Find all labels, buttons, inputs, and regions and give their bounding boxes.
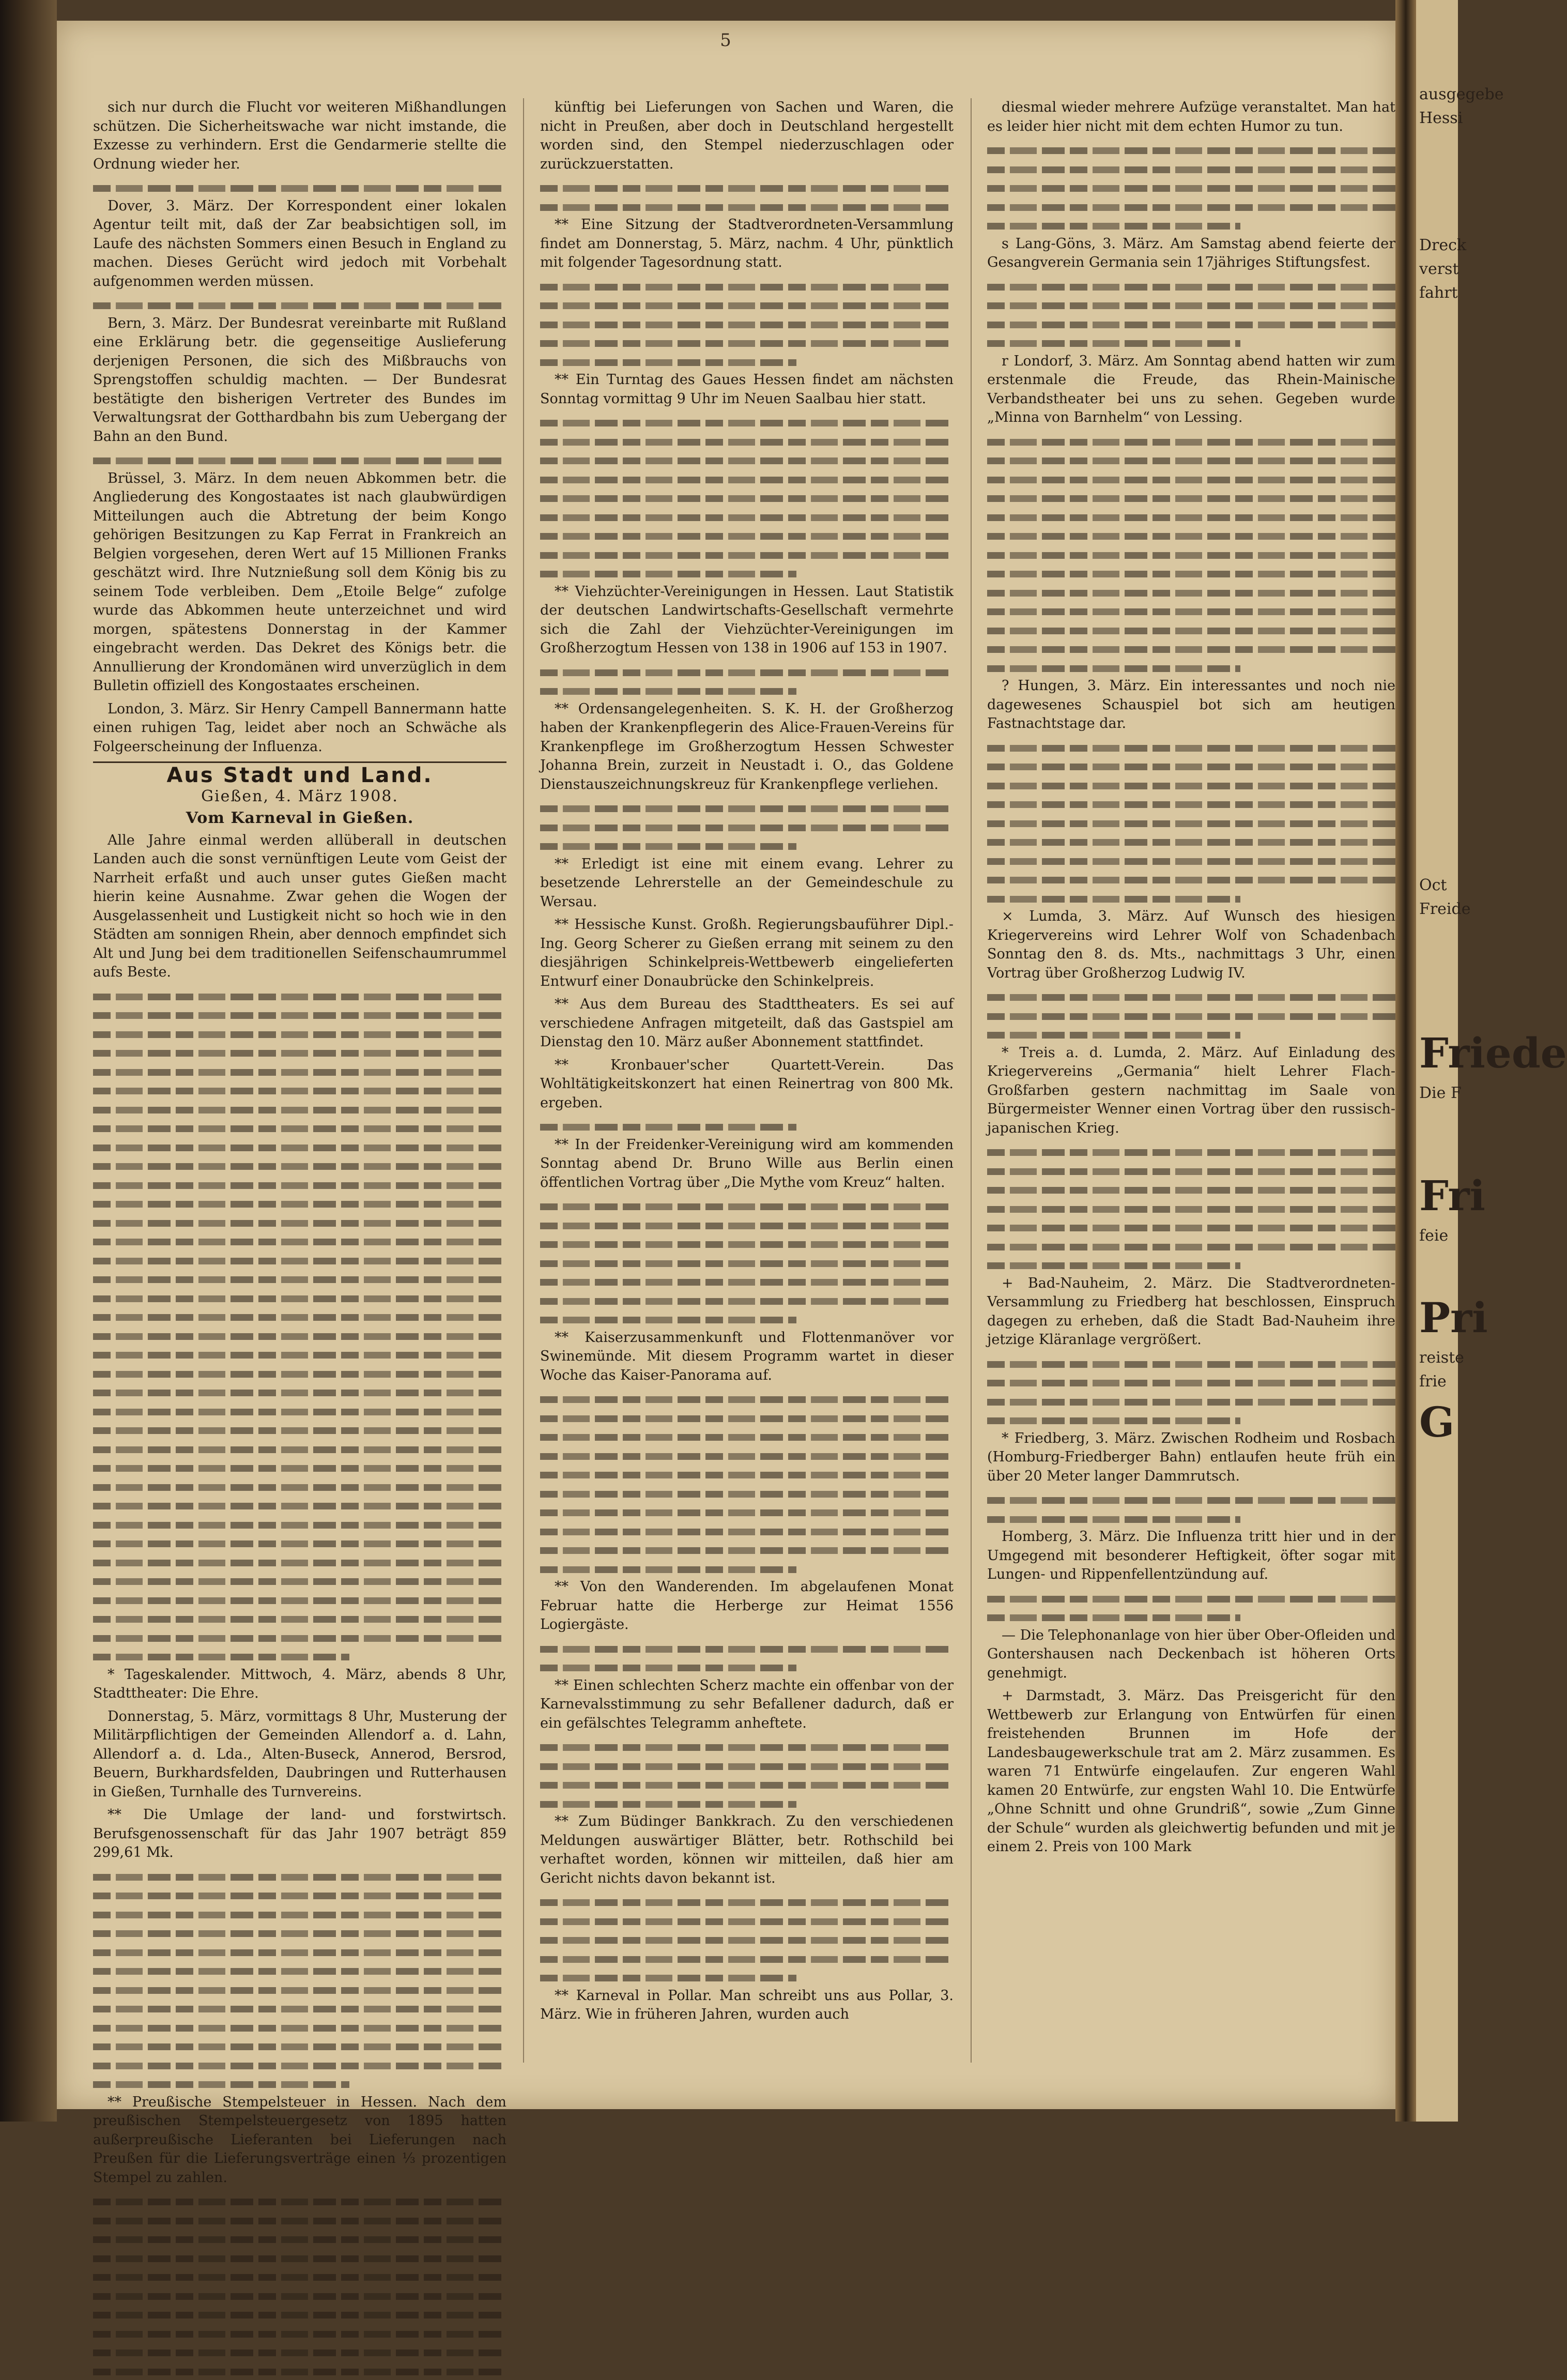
text-line [93, 2229, 506, 2248]
text-line [93, 1998, 506, 2018]
text-line [93, 1005, 506, 1024]
scan-left-edge [0, 0, 57, 2122]
text-line [93, 1269, 506, 1288]
adjacent-page-fragment: Die F [1416, 1081, 1458, 1105]
text-line [540, 1253, 954, 1272]
text-line [987, 851, 1395, 870]
text-line [93, 1043, 506, 1062]
text-line [987, 563, 1395, 583]
text-line [540, 1234, 954, 1253]
text-line [540, 432, 954, 451]
text-line [93, 986, 506, 1005]
article-paragraph: ** Erledigt ist eine mit einem evang. Lehrer zu besetzende Lehrerstelle an der Gemeindeschule zu Wersau. [540, 855, 954, 912]
text-line [987, 889, 1240, 908]
article-paragraph: * Treis a. d. Lumda, 2. März. Auf Einladung des Kriegervereins „Germania“ hielt Lehrer Flach-Großfarben gestern nachmittag im Saale von Bürgermeister Wenner einen Vortrag über den russisch-japanischen Krieg. [987, 1044, 1395, 1138]
adjacent-page-fragment: fahrt [1416, 281, 1458, 305]
article-paragraph: — Die Telephonanlage von hier über Ober-Ofleiden und Gontershausen nach Deckenbach ist höheren Orts genehmigt. [987, 1626, 1395, 1683]
text-line [93, 178, 506, 197]
text-line [93, 2036, 506, 2055]
text-line [93, 1477, 506, 1496]
text-line [540, 450, 954, 469]
text-line [93, 2305, 506, 2324]
text-line [987, 658, 1240, 677]
text-line [93, 1609, 506, 1628]
text-line [987, 775, 1395, 795]
adjacent-page-fragment: Fri [1416, 1167, 1458, 1224]
article-paragraph: Donnerstag, 5. März, vormittags 8 Uhr, Musterung der Militärpflichtigen der Gemeinden Allendorf a. d. Lahn, Allendorf a. d. Lda., Alten-Buseck, Annerod, Bersrod, Beuern, Burkhardsfelden, Daubringen und Rutterhausen in Gießen, Turnhalle des Turnvereins. [93, 1707, 506, 1802]
text-line [540, 1272, 954, 1291]
text-line [540, 1949, 954, 1968]
text-line [93, 1980, 506, 1999]
text-line [987, 545, 1395, 564]
text-line [540, 1775, 954, 1794]
article-paragraph: Brüssel, 3. März. In dem neuen Abkommen betr. die Angliederung des Kongostaates ist nach glaubwürdigen Mitteilungen auch die Abtretung der beim Kongo gehörigen Besitzungen zu Kap Ferrat in Frankreich an Belgien vorgesehen, deren Wert auf 15 Millionen Franks geschätzt wird. Ihre Nutznießung soll dem König bis zu seinem Tode verbleiben. Dem „Etoile Belge“ zufolge wurde das Abkommen heute unterzeichnet und wird morgen, spätestens Donnerstag in der Kammer eingebracht werden. Das Dekret des Königs betr. die Annullierung der Krondomänen wird unverzüglich in dem Bulletin offiziell des Kongostaates erscheinen. [93, 469, 506, 696]
text-line [93, 295, 506, 314]
text-line [540, 681, 796, 700]
article-paragraph: ** Einen schlechten Scherz machte ein offenbar von der Karnevalsstimmung zu sehr Befallener dadurch, daß er ein gefälschtes Telegramm anheftete. [540, 1676, 954, 1733]
text-line [93, 1364, 506, 1383]
text-line [987, 469, 1395, 489]
text-line [93, 1420, 506, 1439]
text-line [93, 1885, 506, 1904]
text-line [987, 756, 1395, 775]
text-line [540, 1756, 954, 1775]
text-line [987, 1161, 1395, 1180]
article-paragraph: diesmal wieder mehrere Aufzüge veranstaltet. Man hat es leider hier nicht mit dem echten Humor zu tun. [987, 98, 1395, 136]
article-paragraph: ** Ordensangelegenheiten. S. K. H. der Großherzog haben der Krankenpflegerin des Alice-Frauen-Vereins für Krankenpflege im Großherzogtum Hessen Schwester Johanna Brein, zurzeit in Neustadt i. O., das Goldene Dienstauszeichnungskreuz für Krankenpflege verliehen. [540, 700, 954, 795]
text-line [540, 333, 954, 352]
adjacent-page-edge [1416, 0, 1458, 2122]
text-line [93, 2248, 506, 2267]
adjacent-page-fragment: Hessi [1416, 106, 1458, 130]
text-line [93, 1533, 506, 1552]
text-line [93, 2074, 349, 2093]
article-paragraph: Alle Jahre einmal werden allüberall in deutschen Landen auch die sonst vernünftigen Leute vom Geist der Narrheit erfaßt und auch unser gutes Gießen macht hierin keine Ausnahme. Zwar gehen die Wogen der Ausgelassenheit und Lustigkeit nicht so hoch wie in den Städten am sonnigen Rhein, aber dennoch empfindet sich Alt und Jung bei dem traditionellen Seifenschaumrummel aufs Beste. [93, 831, 506, 982]
text-line [540, 295, 954, 314]
adjacent-page-fragment: Freide [1416, 897, 1458, 921]
article-paragraph: ** Von den Wanderenden. Im abgelaufenen Monat Februar hatte die Herberge zur Heimat 1556 Logiergäste. [540, 1578, 954, 1635]
adjacent-page-fragment: verst [1416, 257, 1458, 281]
text-line [987, 140, 1395, 159]
adjacent-page-fragment: feie [1416, 1224, 1458, 1248]
text-line [540, 817, 954, 836]
text-line [93, 1118, 506, 1137]
text-line [93, 2055, 506, 2074]
text-line [987, 1006, 1395, 1025]
book-spine [1395, 0, 1416, 2122]
text-line [987, 526, 1395, 545]
article-paragraph: ? Hungen, 3. März. Ein interessantes und noch nie dagewesenes Schauspiel bot sich am heutigen Fastnachtstage dar. [987, 677, 1395, 734]
text-line [540, 836, 796, 855]
text-line [93, 1515, 506, 1534]
column-1 [93, 98, 506, 2073]
text-line [540, 197, 954, 216]
text-line [93, 1175, 506, 1194]
text-line [540, 1502, 954, 1521]
text-line [987, 1607, 1240, 1626]
text-line [93, 1213, 506, 1232]
text-line [987, 1372, 1395, 1392]
text-line [540, 352, 796, 371]
article-paragraph: * Friedberg, 3. März. Zwischen Rodheim und Rosbach (Homburg-Friedberger Bahn) entlaufen heute früh ein über 20 Meter langer Dammrutsch. [987, 1429, 1395, 1486]
text-line [987, 1354, 1395, 1373]
text-line [540, 1737, 954, 1756]
text-line [987, 333, 1240, 352]
text-line [93, 1646, 349, 1666]
article-paragraph: * Tageskalender. Mittwoch, 4. März, abends 8 Uhr, Stadttheater: Die Ehre. [93, 1666, 506, 1703]
text-line [540, 1521, 954, 1540]
dateline: Gießen, 4. März 1908. [93, 787, 506, 806]
text-line [93, 1080, 506, 1100]
text-line [93, 1062, 506, 1081]
text-line [93, 2361, 506, 2380]
article-paragraph: + Darmstadt, 3. März. Das Preisgericht für den Wettbewerb zur Erlangung von Entwürfen für einen freistehenden Brunnen im Hofe der Landesbaugewerkschule trat am 2. März zusammen. Es waren 71 Entwürfe eingelaufen. Zur engeren Wahl kamen 20 Entwürfe, zur engsten Wahl 10. Die Entwürfe „Ohne Schnitt und ohne Grundriß“, sowie „Zum Ginne der Schule“ wurden als gleichwertig befunden und mit je einem 2. Preis von 100 Mark [987, 1687, 1395, 1857]
text-line [987, 450, 1395, 469]
text-line [93, 2210, 506, 2230]
column-rule [523, 98, 524, 2063]
text-line [987, 314, 1395, 333]
text-line [987, 432, 1395, 451]
text-line [987, 987, 1395, 1006]
adjacent-page-fragment: ausgegebe [1416, 83, 1458, 106]
article-paragraph: ** Hessische Kunst. Großh. Regierungsbauführer Dipl.-Ing. Georg Scherer zu Gießen errang mit seinem zu den diesjährigen Schinkelpreis-Wettbewerb eingelieferten Entwurf einer Donaubrücke den Schinkelpreis. [540, 916, 954, 991]
text-line [93, 2324, 506, 2343]
text-line [987, 488, 1395, 507]
text-line [540, 1540, 954, 1559]
text-line [540, 1408, 954, 1427]
text-line [540, 507, 954, 526]
article-paragraph: Dover, 3. März. Der Korrespondent einer lokalen Agentur teilt mit, daß der Zar beabsichtigen soll, im Laufe des nächsten Sommers einen Besuch in England zu machen. Dieses Gerücht wird jedoch mit Vorbehalt aufgenommen werden müssen. [93, 197, 506, 292]
text-line [987, 869, 1395, 889]
text-line [540, 1967, 796, 1987]
text-line [93, 1288, 506, 1307]
text-line [93, 2342, 506, 2361]
article-paragraph: ** Zum Büdinger Bankkrach. Zu den verschiedenen Meldungen auswärtiger Blätter, betr. Rothschild bei verhaftet worden, können wir mitteilen, daß hier am Gericht nichts davon bekannt ist. [540, 1812, 954, 1888]
text-line [540, 1291, 954, 1310]
text-line [93, 1345, 506, 1364]
text-line [987, 197, 1395, 216]
article-paragraph: ** Karneval in Pollar. Man schreibt uns aus Pollar, 3. März. Wie in früheren Jahren, wurden auch [540, 1987, 954, 2024]
text-line [987, 1217, 1395, 1237]
text-line [540, 277, 954, 296]
text-line [987, 583, 1395, 602]
article-paragraph: ** In der Freidenker-Vereinigung wird am kommenden Sonntag abend Dr. Bruno Wille aus Berlin einen öffentlichen Vortrag über „Die Mythe vom Kreuz“ halten. [540, 1136, 954, 1193]
text-line [987, 507, 1395, 526]
text-line [987, 1490, 1395, 1509]
text-line [987, 813, 1395, 832]
article-paragraph: × Lumda, 3. März. Auf Wunsch des hiesigen Kriegervereins wird Lehrer Wolf von Schadenbach Sonntag den 8. ds. Mts., nachmittags 3 Uhr, einen Vortrag über Großherzog Ludwig IV. [987, 907, 1395, 983]
article-subhead: Vom Karneval in Gießen. [93, 809, 506, 828]
text-line [93, 1571, 506, 1590]
text-line [540, 1892, 954, 1911]
text-line [93, 1024, 506, 1043]
text-line [987, 1142, 1395, 1161]
text-line [540, 662, 954, 681]
adjacent-page-fragment: G [1416, 1394, 1458, 1451]
text-line [540, 1446, 954, 1465]
article-paragraph: + Bad-Nauheim, 2. März. Die Stadtverordneten-Versammlung zu Friedberg hat beschlossen, Einspruch dagegen zu erheben, daß die Stadt Bad-Nauheim ihre jetzige Kläranlage vergrößert. [987, 1274, 1395, 1350]
text-line [987, 1180, 1395, 1199]
article-paragraph: London, 3. März. Sir Henry Campell Bannermann hatte einen ruhigen Tag, leidet aber noch an Schwäche als Folgeerscheinung der Influenza. [93, 700, 506, 757]
adjacent-page-fragment: frie [1416, 1370, 1458, 1394]
article-paragraph: s Lang-Göns, 3. März. Am Samstag abend feierte der Gesangverein Germania sein 17jähriges Stiftungsfest. [987, 235, 1395, 272]
text-line [93, 1590, 506, 1609]
text-line [93, 1326, 506, 1345]
text-line [93, 2191, 506, 2210]
text-line [987, 738, 1395, 757]
text-line [93, 1231, 506, 1250]
text-line [987, 639, 1395, 658]
article-paragraph: sich nur durch die Flucht vor weiteren Mißhandlungen schützen. Die Sicherheitswache war nicht imstande, die Exzesse zu verhindern. Erst die Gendarmerie stellte die Ordnung wieder her. [93, 98, 506, 174]
text-line [540, 413, 954, 432]
text-line [93, 1552, 506, 1572]
adjacent-page-fragment: Pri [1416, 1289, 1458, 1346]
text-line [540, 1930, 954, 1949]
text-line [540, 1794, 796, 1813]
text-line [93, 450, 506, 469]
text-line [93, 1100, 506, 1119]
article-paragraph: ** Viehzüchter-Vereinigungen in Hessen. Laut Statistik der deutschen Landwirtschafts-Gesellschaft vermehrte sich die Zahl der Viehzüchter-Vereinigungen im Großherzogtum Hessen von 138 in 1906 auf 153 in 1907. [540, 583, 954, 658]
text-line [540, 314, 954, 333]
text-line [93, 1942, 506, 1961]
text-line [987, 1255, 1240, 1274]
text-line [93, 1401, 506, 1421]
text-line [540, 526, 954, 545]
text-line [987, 1392, 1395, 1411]
text-line [540, 563, 796, 583]
text-line [93, 2267, 506, 2286]
article-paragraph: ** Eine Sitzung der Stadtverordneten-Versammlung findet am Donnerstag, 5. März, nachm. 4 Uhr, pünktlich mit folgender Tagesordnung statt. [540, 216, 954, 272]
text-line [540, 1484, 954, 1503]
text-line [93, 1496, 506, 1515]
article-paragraph: ** Kronbauer'scher Quartett-Verein. Das Wohltätigkeitskonzert hat einen Reinertrag von 800 Mk. ergeben. [540, 1056, 954, 1113]
text-line [540, 1389, 954, 1408]
text-line [987, 620, 1395, 639]
article-paragraph: künftig bei Lieferungen von Sachen und Waren, die nicht in Preußen, aber doch in Deutschland hergestellt worden sind, den Stempel niederzuschlagen oder zurückzuerstatten. [540, 98, 954, 174]
text-line [540, 1911, 954, 1930]
text-line [540, 1639, 954, 1658]
text-line [987, 1589, 1395, 1608]
article-paragraph: ** Preußische Stempelsteuer in Hessen. Nach dem preußischen Stempelsteuergesetz von 1895 hatten außerpreußische Lieferanten bei Lieferungen nach Preußen für die Lieferungsverträge einen ⅓ prozentigen Stempel zu zahlen. [93, 2093, 506, 2188]
adjacent-page-fragment: Friede [1416, 1025, 1458, 1081]
text-line [93, 1250, 506, 1270]
column-3 [987, 98, 1395, 2073]
text-line [540, 545, 954, 564]
text-line [93, 2018, 506, 2037]
text-line [540, 469, 954, 489]
article-paragraph: Bern, 3. März. Der Bundesrat vereinbarte mit Rußland eine Erklärung betr. die gegenseitige Auslieferung derjenigen Personen, die sich des Mißbrauchs von Sprengstoffen schuldig machten. — Der Bundesrat bestätigte den bisherigen Vertreter des Bundes im Verwaltungsrat der Gotthardbahn bis zum Uebergang der Bahn an den Bund. [93, 314, 506, 447]
text-line [987, 216, 1240, 235]
article-paragraph: Homberg, 3. März. Die Influenza tritt hier und in der Umgegend mit besonderer Heftigkeit, öfter sogar mit Lungen- und Rippenfellentzündung auf. [987, 1528, 1395, 1584]
text-line [540, 1215, 954, 1234]
text-line [987, 178, 1395, 197]
page-number: 5 [57, 30, 1395, 51]
article-paragraph: r Londorf, 3. März. Am Sonntag abend hatten wir zum erstenmale die Freude, das Rhein-Mainische Verbandstheater bei uns zu sehen. Gegeben wurde „Minna von Barnhelm“ von Lessing. [987, 352, 1395, 428]
article-paragraph: ** Aus dem Bureau des Stadttheaters. Es sei auf verschiedene Anfragen mitgeteilt, daß das Gastspiel am Dienstag den 10. März außer Abonnement stattfindet. [540, 995, 954, 1052]
column-2 [540, 98, 954, 2073]
text-line [540, 488, 954, 507]
adjacent-page-fragment: Dreck [1416, 234, 1458, 257]
text-line [540, 798, 954, 817]
text-line [93, 1137, 506, 1156]
text-line [540, 1464, 954, 1484]
text-line [540, 1657, 796, 1676]
text-line [93, 1439, 506, 1458]
text-line [93, 1961, 506, 1980]
text-line [93, 1867, 506, 1886]
text-line [93, 2286, 506, 2305]
text-line [93, 1156, 506, 1175]
text-line [540, 1196, 954, 1215]
text-line [93, 1382, 506, 1401]
adjacent-page-fragment: reiste [1416, 1346, 1458, 1370]
text-line [987, 1509, 1240, 1528]
text-line [987, 1199, 1395, 1218]
text-line [540, 1559, 796, 1578]
text-line [93, 1628, 506, 1647]
text-line [987, 1025, 1240, 1044]
text-line [93, 1904, 506, 1924]
text-line [987, 601, 1395, 620]
section-title: Aus Stadt und Land. [93, 761, 506, 785]
adjacent-page-fragment: Oct [1416, 874, 1458, 897]
text-line [93, 1194, 506, 1213]
text-line [987, 295, 1395, 314]
text-line [540, 178, 954, 197]
text-line [540, 1427, 954, 1446]
article-paragraph: ** Kaiserzusammenkunft und Flottenmanöver vor Swinemünde. Mit diesem Programm wartet in dieser Woche das Kaiser-Panorama auf. [540, 1329, 954, 1385]
text-line [93, 1458, 506, 1477]
text-line [93, 1923, 506, 1942]
text-line [540, 1117, 796, 1136]
article-paragraph: ** Die Umlage der land- und forstwirtsch. Berufsgenossenschaft für das Jahr 1907 beträgt 859 299,61 Mk. [93, 1806, 506, 1863]
text-line [93, 1307, 506, 1326]
text-line [987, 277, 1395, 296]
text-line [540, 1309, 796, 1329]
article-paragraph: ** Ein Turntag des Gaues Hessen findet am nächsten Sonntag vormittag 9 Uhr im Neuen Saalbau hier statt. [540, 371, 954, 408]
text-line [987, 794, 1395, 813]
text-line [987, 1237, 1395, 1256]
text-line [987, 832, 1395, 851]
text-line [987, 1410, 1240, 1429]
text-line [987, 159, 1395, 178]
column-rule [971, 98, 972, 2063]
